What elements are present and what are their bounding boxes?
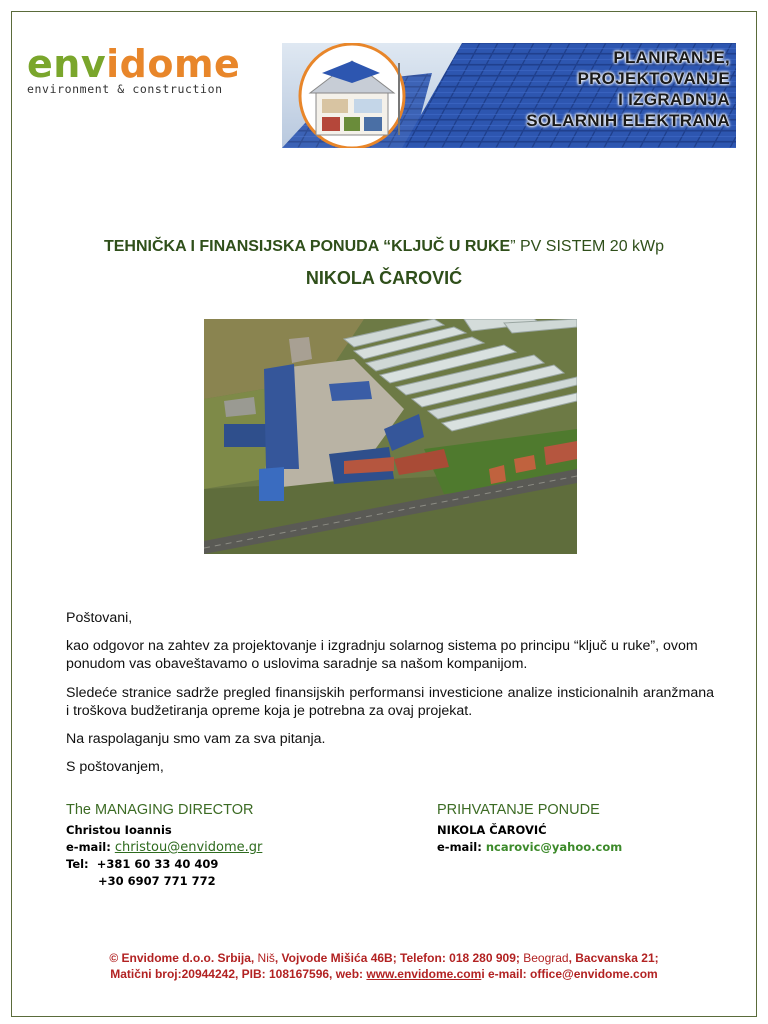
logo-part-env: env <box>27 42 107 86</box>
signature-offer-acceptance <box>437 802 737 856</box>
signature-left-email-label: e-mail: <box>66 840 111 854</box>
footer-address-phone: , Vojvode Mišića 46B; Telefon: 018 280 909; <box>274 951 524 965</box>
letter-closing: S poštovanjem, <box>66 759 164 775</box>
letter-paragraph-1: kao odgovor na zahtev za projektovanje i izgradnju solarnog sistema po principu “ključ u ruke”, ovom ponudom vas obaveštavamo o uslovima saradnje sa našom kompanijom. <box>66 638 698 672</box>
client-name-title: NIKOLA ČAROVIĆ <box>305 268 463 288</box>
logo-part-idome: idome <box>106 42 241 86</box>
signature-right-heading: PRIHVATANJE PONUDE <box>437 802 600 818</box>
banner-line-1: PLANIRANJE, <box>613 48 730 67</box>
signature-left-tel-row <box>66 856 386 873</box>
letter-paragraph-2: Sledeće stranice sadrže pregled finansijskih performansi investicione analize insticionalnih aranžmana i troškova budžetiranja opreme koja je potrebna za ovaj projekat. <box>66 685 714 719</box>
signature-left-tel-2: +30 6907 771 772 <box>98 874 216 888</box>
footer-line-2 <box>0 966 768 982</box>
footer-web-link[interactable]: www.envidome.com <box>366 967 482 981</box>
footer-company: © Envidome d.o.o. Srbija, <box>109 951 258 965</box>
header-banner <box>282 43 736 148</box>
footer-address-2: , Bacvanska 21; <box>568 951 659 965</box>
offer-title <box>0 238 768 256</box>
aerial-photo-image <box>204 319 577 554</box>
signature-left-email-row <box>66 839 386 856</box>
company-logo <box>27 44 277 96</box>
banner-line-3: I IZGRADNJA <box>618 90 730 109</box>
footer-city-nis: Niš <box>257 951 275 965</box>
banner-text <box>526 47 730 131</box>
offer-title-system: ” PV SISTEM 20 kWp <box>510 238 665 255</box>
signature-right-email-row <box>437 839 737 856</box>
footer-city-beograd: Beograd <box>523 951 569 965</box>
signature-left-tel-1: +381 60 33 40 409 <box>96 857 219 871</box>
page-footer <box>0 950 768 982</box>
letter-greeting: Poštovani, <box>66 610 133 626</box>
offer-title-main: TEHNIČKA I FINANSIJSKA PONUDA “KLJUČ U RUKE <box>103 238 511 255</box>
banner-line-4: SOLARNIH ELEKTRANA <box>526 111 730 130</box>
footer-email: i e-mail: office@envidome.com <box>481 967 658 981</box>
signature-left-name: Christou Ioannis <box>66 823 172 837</box>
signature-managing-director <box>66 802 386 890</box>
logo-wordmark <box>27 44 277 84</box>
logo-tagline: environment & construction <box>27 82 223 96</box>
signature-left-email-link[interactable]: christou@envidome.gr <box>114 840 263 855</box>
signature-right-email-label: e-mail: <box>437 840 482 854</box>
aerial-photo <box>204 319 577 554</box>
signature-right-email-link[interactable]: ncarovic@yahoo.com <box>485 840 623 854</box>
footer-registration: Matični broj:20944242, PIB: 108167596, web: <box>110 967 367 981</box>
banner-line-2: PROJEKTOVANJE <box>577 69 730 88</box>
signature-left-tel-label: Tel: <box>66 857 89 871</box>
letter-paragraph-3: Na raspolaganju smo vam za sva pitanja. <box>66 731 326 747</box>
footer-line-1 <box>0 950 768 966</box>
signature-right-name: NIKOLA ČAROVIĆ <box>437 823 547 837</box>
signature-left-heading: The MANAGING DIRECTOR <box>66 802 254 818</box>
